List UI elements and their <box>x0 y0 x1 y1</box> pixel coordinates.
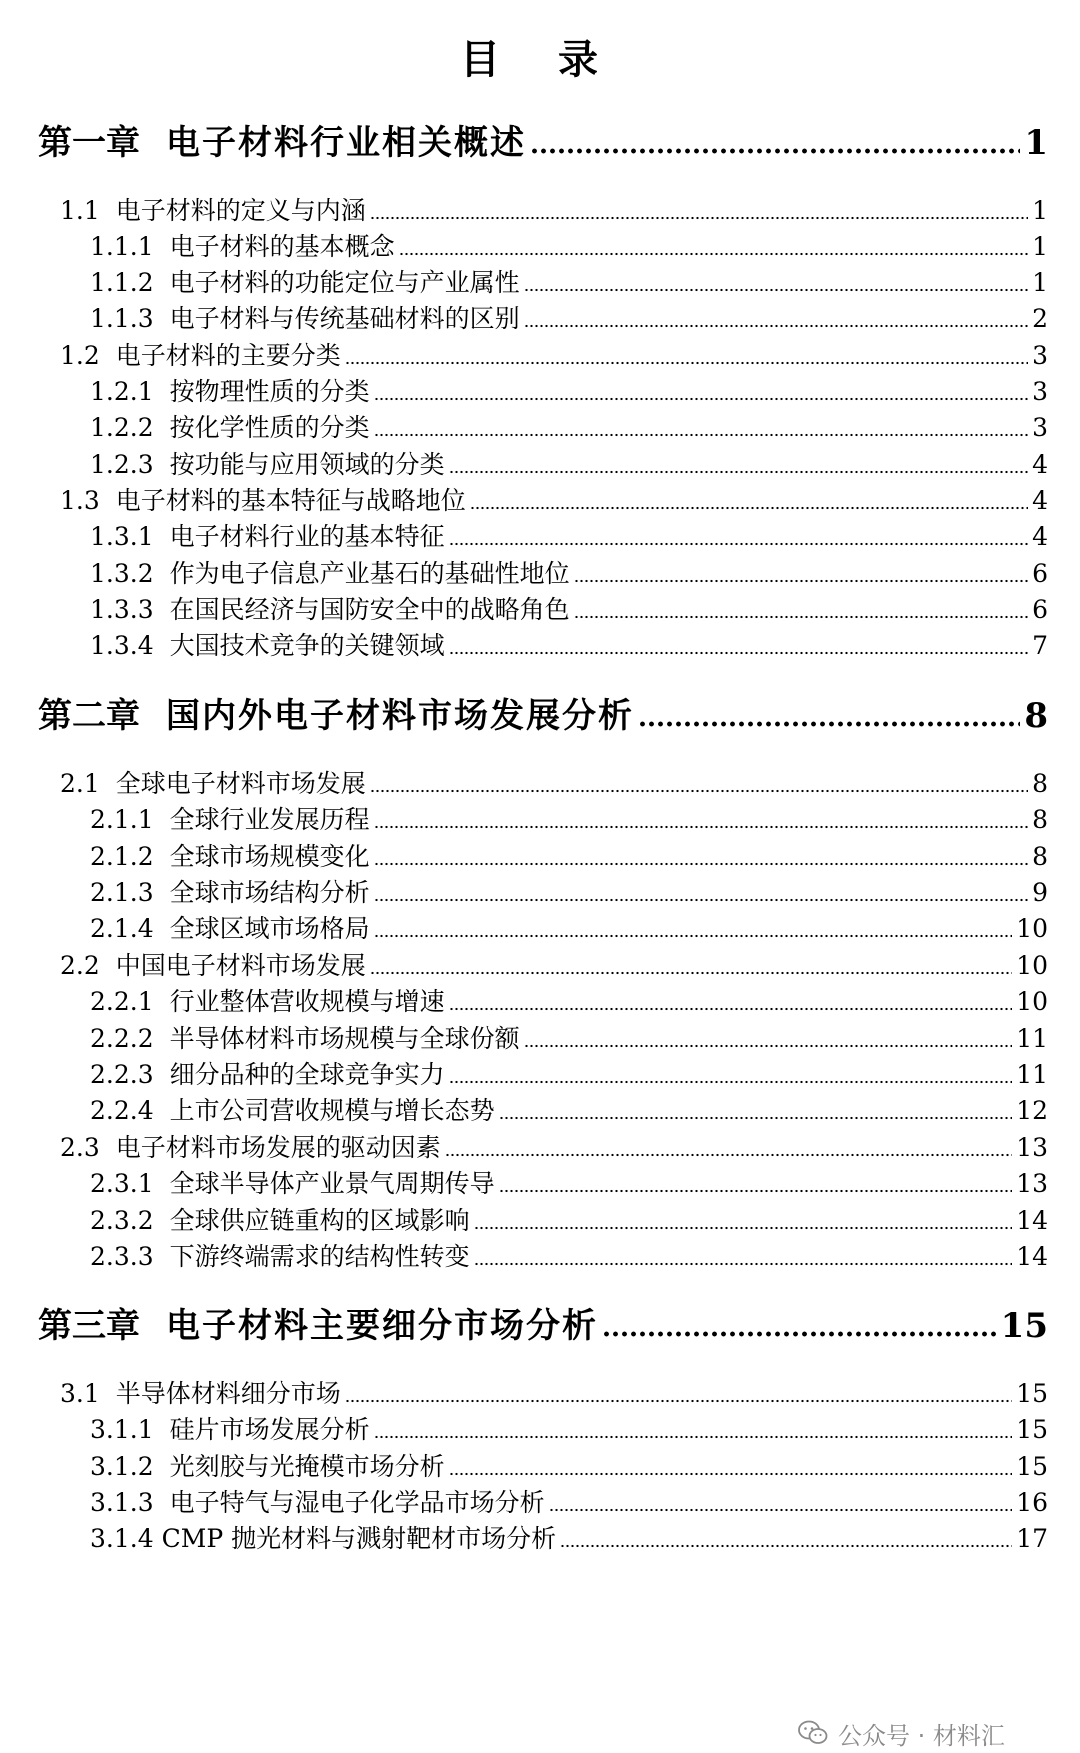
subsection-page-number: 12 <box>1016 1096 1048 1125</box>
toc-chapter-1[interactable] <box>38 115 1048 163</box>
dot-leader <box>374 433 1028 437</box>
dot-leader <box>345 361 1028 365</box>
section-title: 电子材料的定义与内涵 <box>115 196 366 225</box>
toc-subsection-1-1-3[interactable] <box>90 299 1048 333</box>
chapter-title: 电子材料主要细分市场分析 <box>166 1306 598 1346</box>
subsection-title: 大国技术竞争的关键领域 <box>169 631 445 660</box>
toc-section-2-1[interactable] <box>60 764 1048 798</box>
chapter-title: 电子材料行业相关概述 <box>166 123 526 163</box>
dot-leader <box>449 1080 1013 1084</box>
subsection-page-number: 14 <box>1016 1206 1048 1235</box>
dot-leader <box>602 1330 997 1338</box>
subsection-title: CMP 抛光材料与溅射靶材市场分析 <box>161 1524 557 1553</box>
subsection-number: 2.1.2 <box>90 842 154 871</box>
section-number: 1.3 <box>60 486 100 515</box>
subsection-page-number: 9 <box>1032 878 1048 907</box>
subsection-number: 1.2.3 <box>90 450 154 479</box>
subsection-title: 全球供应链重构的区域影响 <box>169 1206 470 1235</box>
subsection-number: 1.3.2 <box>90 559 154 588</box>
toc-subsection-2-1-1[interactable] <box>90 800 1048 834</box>
toc-subsection-3-1-3[interactable] <box>90 1483 1048 1517</box>
subsection-page-number: 1 <box>1032 232 1048 261</box>
watermark <box>790 1716 1013 1750</box>
chapter-page-number: 15 <box>1000 1306 1048 1346</box>
dot-leader <box>524 288 1028 292</box>
subsection-title: 在国民经济与国防安全中的战略角色 <box>169 595 570 624</box>
toc-subsection-2-3-2[interactable] <box>90 1201 1048 1235</box>
subsection-title: 电子材料与传统基础材料的区别 <box>169 304 520 333</box>
section-page-number: 10 <box>1016 951 1048 980</box>
subsection-title: 细分品种的全球竞争实力 <box>169 1060 445 1089</box>
toc-subsection-2-2-4[interactable] <box>90 1091 1048 1125</box>
subsection-title: 行业整体营收规模与增速 <box>169 987 445 1016</box>
toc-subsection-1-1-2[interactable] <box>90 263 1048 297</box>
toc-subsection-2-3-3[interactable] <box>90 1237 1048 1271</box>
subsection-title: 电子材料行业的基本特征 <box>169 522 445 551</box>
subsection-number: 2.2.3 <box>90 1060 154 1089</box>
subsection-number: 1.3.1 <box>90 522 154 551</box>
section-title: 半导体材料细分市场 <box>115 1379 341 1408</box>
subsection-number: 2.2.2 <box>90 1024 154 1053</box>
section-title: 电子材料市场发展的驱动因素 <box>115 1133 441 1162</box>
toc-subsection-2-2-3[interactable] <box>90 1055 1048 1089</box>
watermark-text: 公众号 · 材料汇 <box>838 1721 1005 1750</box>
toc-chapter-2[interactable] <box>38 688 1048 736</box>
subsection-number: 2.2.1 <box>90 987 154 1016</box>
section-page-number: 13 <box>1016 1133 1048 1162</box>
subsection-page-number: 10 <box>1016 914 1048 943</box>
section-number: 1.2 <box>60 341 100 370</box>
dot-leader <box>574 615 1028 619</box>
toc-subsection-1-2-2[interactable] <box>90 408 1048 442</box>
subsection-page-number: 6 <box>1032 595 1048 624</box>
subsection-page-number: 13 <box>1016 1169 1048 1198</box>
section-page-number: 15 <box>1016 1379 1048 1408</box>
dot-leader <box>499 1116 1013 1120</box>
subsection-number: 3.1.4 <box>90 1524 154 1553</box>
dot-leader <box>399 252 1028 256</box>
subsection-number: 1.2.1 <box>90 377 154 406</box>
chapter-label: 第三章 <box>38 1306 140 1346</box>
subsection-number: 2.2.4 <box>90 1096 154 1125</box>
subsection-page-number: 11 <box>1016 1024 1048 1053</box>
section-number: 3.1 <box>60 1379 100 1408</box>
subsection-number: 2.3.1 <box>90 1169 154 1198</box>
section-title: 电子材料的主要分类 <box>115 341 341 370</box>
subsection-number: 3.1.3 <box>90 1488 154 1517</box>
subsection-title: 光刻胶与光掩模市场分析 <box>169 1452 445 1481</box>
subsection-title: 电子特气与湿电子化学品市场分析 <box>169 1488 545 1517</box>
wechat-icon <box>798 1720 828 1746</box>
subsection-number: 2.1.4 <box>90 914 154 943</box>
dot-leader <box>374 862 1028 866</box>
dot-leader <box>449 1472 1013 1476</box>
dot-leader <box>474 1262 1013 1266</box>
chapter-page-number: 1 <box>1024 123 1048 163</box>
dot-leader <box>449 470 1028 474</box>
subsection-page-number: 14 <box>1016 1242 1048 1271</box>
chapter-label: 第一章 <box>38 123 140 163</box>
dot-leader <box>530 147 1020 155</box>
subsection-page-number: 3 <box>1032 377 1048 406</box>
subsection-title: 全球行业发展历程 <box>169 805 370 834</box>
dot-leader <box>560 1544 1012 1548</box>
subsection-page-number: 8 <box>1032 805 1048 834</box>
dot-leader <box>638 720 1020 728</box>
subsection-number: 2.3.2 <box>90 1206 154 1235</box>
dot-leader <box>374 934 1013 938</box>
dot-leader <box>524 1044 1013 1048</box>
subsection-page-number: 3 <box>1032 413 1048 442</box>
toc-section-1-3[interactable] <box>60 481 1048 515</box>
subsection-page-number: 8 <box>1032 842 1048 871</box>
toc-section-3-1[interactable] <box>60 1374 1048 1408</box>
subsection-page-number: 15 <box>1016 1452 1048 1481</box>
toc-subsection-3-1-4[interactable] <box>90 1519 1048 1553</box>
section-title: 电子材料的基本特征与战略地位 <box>115 486 466 515</box>
subsection-page-number: 17 <box>1016 1524 1048 1553</box>
subsection-number: 3.1.2 <box>90 1452 154 1481</box>
dot-leader <box>449 542 1028 546</box>
subsection-title: 电子材料的基本概念 <box>169 232 395 261</box>
subsection-number: 1.2.2 <box>90 413 154 442</box>
dot-leader <box>374 898 1028 902</box>
dot-leader <box>474 1226 1013 1230</box>
dot-leader <box>345 1399 1012 1403</box>
toc-subsection-1-3-3[interactable] <box>90 590 1048 624</box>
subsection-title: 下游终端需求的结构性转变 <box>169 1242 470 1271</box>
toc-subsection-1-2-1[interactable] <box>90 372 1048 406</box>
subsection-title: 全球市场规模变化 <box>169 842 370 871</box>
subsection-page-number: 2 <box>1032 304 1048 333</box>
section-page-number: 3 <box>1032 341 1048 370</box>
section-page-number: 4 <box>1032 486 1048 515</box>
subsection-number: 2.3.3 <box>90 1242 154 1271</box>
subsection-page-number: 4 <box>1032 450 1048 479</box>
subsection-title: 按功能与应用领域的分类 <box>169 450 445 479</box>
subsection-number: 1.1.3 <box>90 304 154 333</box>
toc-subsection-2-2-1[interactable] <box>90 982 1048 1016</box>
subsection-title: 按物理性质的分类 <box>169 377 370 406</box>
toc-subsection-2-1-2[interactable] <box>90 837 1048 871</box>
toc-subsection-2-2-2[interactable] <box>90 1019 1048 1053</box>
toc-subsection-1-1-1[interactable] <box>90 227 1048 261</box>
section-page-number: 1 <box>1032 196 1048 225</box>
subsection-page-number: 11 <box>1016 1060 1048 1089</box>
dot-leader <box>574 579 1028 583</box>
section-title: 中国电子材料市场发展 <box>115 951 366 980</box>
subsection-title: 按化学性质的分类 <box>169 413 370 442</box>
subsection-page-number: 7 <box>1032 631 1048 660</box>
subsection-number: 2.1.3 <box>90 878 154 907</box>
subsection-title: 电子材料的功能定位与产业属性 <box>169 268 520 297</box>
subsection-number: 1.1.1 <box>90 232 154 261</box>
dot-leader <box>374 397 1028 401</box>
subsection-number: 3.1.1 <box>90 1415 154 1444</box>
section-number: 1.1 <box>60 196 100 225</box>
dot-leader <box>470 506 1028 510</box>
dot-leader <box>499 1189 1013 1193</box>
chapter-page-number: 8 <box>1024 696 1048 736</box>
subsection-number: 1.3.3 <box>90 595 154 624</box>
dot-leader <box>374 1435 1013 1439</box>
subsection-page-number: 15 <box>1016 1415 1048 1444</box>
subsection-number: 1.3.4 <box>90 631 154 660</box>
section-number: 2.2 <box>60 951 100 980</box>
subsection-number: 1.1.2 <box>90 268 154 297</box>
toc-subsection-2-1-4[interactable] <box>90 909 1048 943</box>
dot-leader <box>370 216 1028 220</box>
dot-leader <box>449 1007 1013 1011</box>
subsection-page-number: 1 <box>1032 268 1048 297</box>
toc-subsection-1-3-4[interactable] <box>90 626 1048 660</box>
subsection-title: 硅片市场发展分析 <box>169 1415 370 1444</box>
toc-subsection-3-1-1[interactable] <box>90 1410 1048 1444</box>
toc-subsection-1-2-3[interactable] <box>90 445 1048 479</box>
subsection-title: 全球半导体产业景气周期传导 <box>169 1169 495 1198</box>
dot-leader <box>374 825 1028 829</box>
subsection-page-number: 6 <box>1032 559 1048 588</box>
dot-leader <box>445 1153 1012 1157</box>
subsection-page-number: 10 <box>1016 987 1048 1016</box>
toc-title: 目 录 <box>460 36 620 83</box>
subsection-title: 上市公司营收规模与增长态势 <box>169 1096 495 1125</box>
dot-leader <box>549 1508 1013 1512</box>
subsection-title: 全球市场结构分析 <box>169 878 370 907</box>
section-title: 全球电子材料市场发展 <box>115 769 366 798</box>
subsection-page-number: 4 <box>1032 522 1048 551</box>
dot-leader <box>370 971 1012 975</box>
toc-subsection-2-1-3[interactable] <box>90 873 1048 907</box>
section-number: 2.3 <box>60 1133 100 1162</box>
dot-leader <box>370 789 1028 793</box>
subsection-title: 全球区域市场格局 <box>169 914 370 943</box>
dot-leader <box>449 651 1028 655</box>
toc-section-2-3[interactable] <box>60 1128 1048 1162</box>
subsection-page-number: 16 <box>1016 1488 1048 1517</box>
toc-chapter-3[interactable] <box>38 1298 1048 1346</box>
toc-section-1-1[interactable] <box>60 191 1048 225</box>
toc-section-1-2[interactable] <box>60 336 1048 370</box>
section-page-number: 8 <box>1032 769 1048 798</box>
toc-section-2-2[interactable] <box>60 946 1048 980</box>
section-number: 2.1 <box>60 769 100 798</box>
dot-leader <box>524 324 1028 328</box>
chapter-title: 国内外电子材料市场发展分析 <box>166 696 634 736</box>
toc-subsection-1-3-2[interactable] <box>90 554 1048 588</box>
toc-subsection-3-1-2[interactable] <box>90 1447 1048 1481</box>
subsection-number: 2.1.1 <box>90 805 154 834</box>
toc-subsection-2-3-1[interactable] <box>90 1164 1048 1198</box>
chapter-label: 第二章 <box>38 696 140 736</box>
subsection-title: 作为电子信息产业基石的基础性地位 <box>169 559 570 588</box>
toc-subsection-1-3-1[interactable] <box>90 517 1048 551</box>
subsection-title: 半导体材料市场规模与全球份额 <box>169 1024 520 1053</box>
